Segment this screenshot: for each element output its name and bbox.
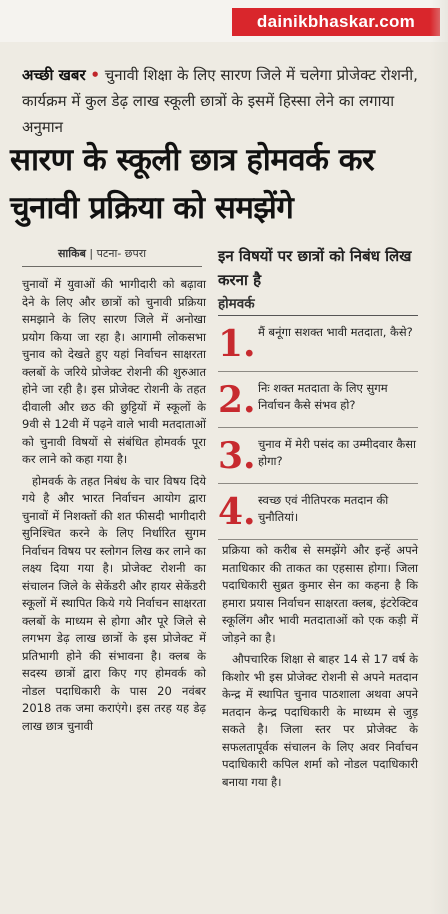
topic-number: 4. xyxy=(218,491,256,533)
byline-author: साकिब xyxy=(58,247,86,260)
page-edge-shadow xyxy=(430,0,448,914)
brand-bar xyxy=(0,0,448,42)
topic-number: 1. xyxy=(218,323,256,365)
byline xyxy=(58,246,146,261)
topic-text: मैं बनूंगा सशक्त भावी मतदाता, कैसे? xyxy=(258,325,413,339)
article-paragraph: होमवर्क के तहत निबंध के चार विषय दिये गये है और भारत निर्वाचन आयोग द्वारा चुनावों में निशक्तों की शत फीसदी भागीदारी सुनिश्चित करने के लिए निर्धारित सुगम निर्वाचन विषय पर स्लोगन लिख कर लाने का लक्ष्य दिया गया है। प्रोजेक्ट रोशनी का संचालन जिले के सेकेंडरी और हायर सेकेंडरी स्कूलों में स्थापित किये गये निर्वाचन साक्षरता क्लबों के माध्यम से होगा और पूरे जिले से लगभग डेढ़ लाख छात्रों के इस प्रोजेक्ट में प्रतिभागी होने की संभावना है। क्लब के सदस्य छात्रों द्वारा किए गए होमवर्क को नोडल पदाधिकारी के पास 20 नवंबर 2018 तक जमा कराएंगे। इस तरह यह डेढ़ लाख छात्र चुनावी xyxy=(22,473,206,733)
topic-item xyxy=(218,484,418,540)
topic-item xyxy=(218,372,418,428)
homework-topics-box xyxy=(218,244,418,534)
topic-number: 2. xyxy=(218,379,256,421)
article-paragraph: औपचारिक शिक्षा से बाहर 14 से 17 वर्ष के किशोर भी इस प्रोजेक्ट रोशनी से अपने मतदान केन्द्र में स्थापित चुनाव पाठशाला अथवा अपने मतदान केन्द्र पदाधिकारी के माध्यम से जुड़ सकते है। जिला स्तर पर प्रोजेक्ट के सफलतापूर्वक संचालन के लिए अवर निर्वाचन पदाधिकारी कपिल शर्मा को नोडल पदाधिकारी बनाया गया है। xyxy=(222,652,418,789)
topic-text: स्वच्छ एवं नीतिपरक मतदान की चुनौतियां। xyxy=(258,493,389,524)
article-column-left xyxy=(22,276,206,739)
byline-place: पटना- छपरा xyxy=(96,247,147,260)
topics-box-title: इन विषयों पर छात्रों को निबंध लिख करना है xyxy=(218,247,412,289)
blurb-text: चुनावी शिक्षा के लिए सारण जिले में चलेगा प्रोजेक्ट रोशनी, कार्यक्रम में कुल डेढ़ लाख स्कूली छात्रों के इसमें हिस्सा लेने का लगाया अनुमान xyxy=(22,66,418,136)
article-column-right xyxy=(222,542,418,795)
blurb-tag: अच्छी खबर xyxy=(22,66,86,84)
topic-item xyxy=(218,428,418,484)
topic-text: निः शक्त मतदाता के लिए सुगम निर्वाचन कैसे संभव हो? xyxy=(258,381,388,412)
topic-item xyxy=(218,316,418,372)
topic-number: 3. xyxy=(218,435,256,477)
byline-divider xyxy=(22,266,202,267)
byline-separator: | xyxy=(89,247,94,260)
blurb-bullet: • xyxy=(90,66,100,84)
headline: सारण के स्कूली छात्र होमवर्क कर चुनावी प्रक्रिया को समझेंगे xyxy=(10,142,375,226)
topic-text: चुनाव में मेरी पसंद का उम्मीदवार कैसा होगा? xyxy=(258,437,417,468)
article-paragraph: प्रक्रिया को करीब से समझेंगे और इन्हें अपने मताधिकार की ताकत का एहसास होगा। जिला पदाधिकारी सुब्रत कुमार सेन का कहना है कि हमारा प्रयास निर्वाचन साक्षरता क्लब, इंटरेक्टिव स्कूलिंग और भावी मतदाताओं को एक कड़ी में जोड़ने का है। xyxy=(222,543,418,645)
article-paragraph: चुनावों में युवाओं की भागीदारी को बढ़ावा देने के लिए और छात्रों को चुनावी प्रक्रिया समझाने के लिए सारण जिले में अनोखा प्रयोग किया जा रहा है। आगामी लोकसभा चुनाव को देखते हुए यहां निर्वाचन साक्षरता क्लबों के जरिये प्रोजेक्ट रोशनी की शुरुआत होने जा रही है। इस प्रोजेक्ट रोशनी के तहत दीवाली और छठ की छुट्टियों में स्कूलों के 9वी से 12वी में पढ़ने वाले भावी मतदाताओं को चुनावी विषयों से संबंधित होमवर्क पूरा कर लाने को कहा गया है। xyxy=(22,277,206,466)
summary-blurb xyxy=(22,62,422,140)
brand-logo: dainikbhaskar.com xyxy=(232,8,440,36)
topics-box-subtitle: होमवर्क xyxy=(218,294,418,316)
